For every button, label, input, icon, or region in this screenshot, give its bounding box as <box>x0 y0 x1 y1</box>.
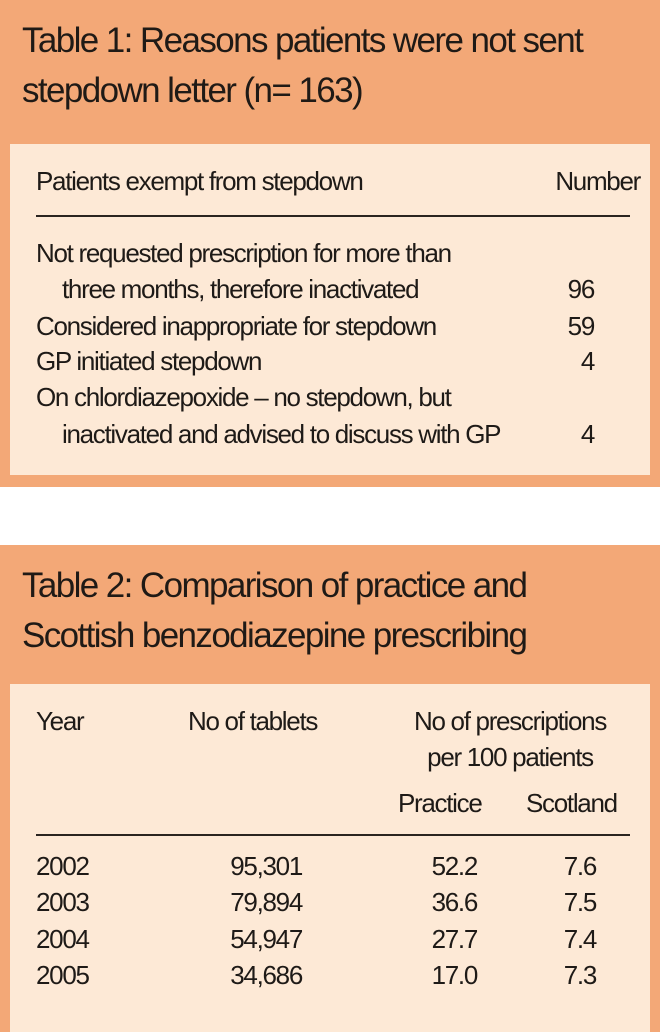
table1-header-reason: Patients exempt from stepdown <box>36 166 363 196</box>
table2-row2-year: 2003 <box>36 887 89 917</box>
table2-row4-tablets: 34,686 <box>230 960 302 990</box>
table2-body <box>10 684 650 1032</box>
table2-header-year: Year <box>36 706 84 736</box>
table2-row3-scotland: 7.4 <box>563 924 596 954</box>
table2-panel <box>0 545 660 1032</box>
table1-title-line2: stepdown letter (n= 163) <box>22 71 363 110</box>
table2-header-prescriptions-line2: per 100 patients <box>427 742 593 772</box>
table2-header-scotland: Scotland <box>526 788 617 818</box>
table2-row3-tablets: 54,947 <box>230 924 302 954</box>
table1-row2-number: 59 <box>567 311 594 341</box>
table2-row3-practice: 27.7 <box>431 924 477 954</box>
table2-row1-tablets: 95,301 <box>230 851 302 881</box>
table1-header-number: Number <box>555 166 640 196</box>
table1-row3-label: GP initiated stepdown <box>36 346 262 376</box>
table2-row4-year: 2005 <box>36 960 89 990</box>
table1-header-rule <box>36 215 630 217</box>
table2-row2-tablets: 79,894 <box>230 887 302 917</box>
table2-row1-practice: 52.2 <box>431 851 477 881</box>
table1-row4-line2: inactivated and advised to discuss with GP <box>62 419 501 449</box>
table2-title-line1: Table 2: Comparison of practice and <box>22 566 527 605</box>
table2-row3-year: 2004 <box>36 924 89 954</box>
table2-header-prescriptions-line1: No of prescriptions <box>413 706 607 736</box>
table1-row1-number: 96 <box>567 274 594 304</box>
table2-row4-practice: 17.0 <box>431 960 477 990</box>
table1-row4-number: 4 <box>580 419 594 449</box>
table1-row1-line1: Not requested prescription for more than <box>36 238 451 268</box>
table2-title-line2: Scottish benzodiazepine prescribing <box>22 616 527 655</box>
table1-title-line1: Table 1: Reasons patients were not sent <box>22 21 583 60</box>
table2-header-rule <box>36 834 630 836</box>
table2-title <box>22 561 640 661</box>
table2-row2-practice: 36.6 <box>431 887 477 917</box>
table2-header-tablets: No of tablets <box>188 706 318 736</box>
table2-row2-scotland: 7.5 <box>563 887 596 917</box>
table1-row1-line2: three months, therefore inactivated <box>62 274 419 304</box>
table1-row3-number: 4 <box>580 346 594 376</box>
table2-row1-year: 2002 <box>36 851 89 881</box>
table1-row2-label: Considered inappropriate for stepdown <box>36 311 436 341</box>
table1-title <box>22 16 640 116</box>
table2-header-practice: Practice <box>398 788 482 818</box>
table2-row4-scotland: 7.3 <box>563 960 596 990</box>
table1-panel <box>0 0 660 487</box>
table1-body <box>10 144 650 475</box>
table1-row4-line1: On chlordiazepoxide – no stepdown, but <box>36 382 451 412</box>
table2-row1-scotland: 7.6 <box>563 851 596 881</box>
